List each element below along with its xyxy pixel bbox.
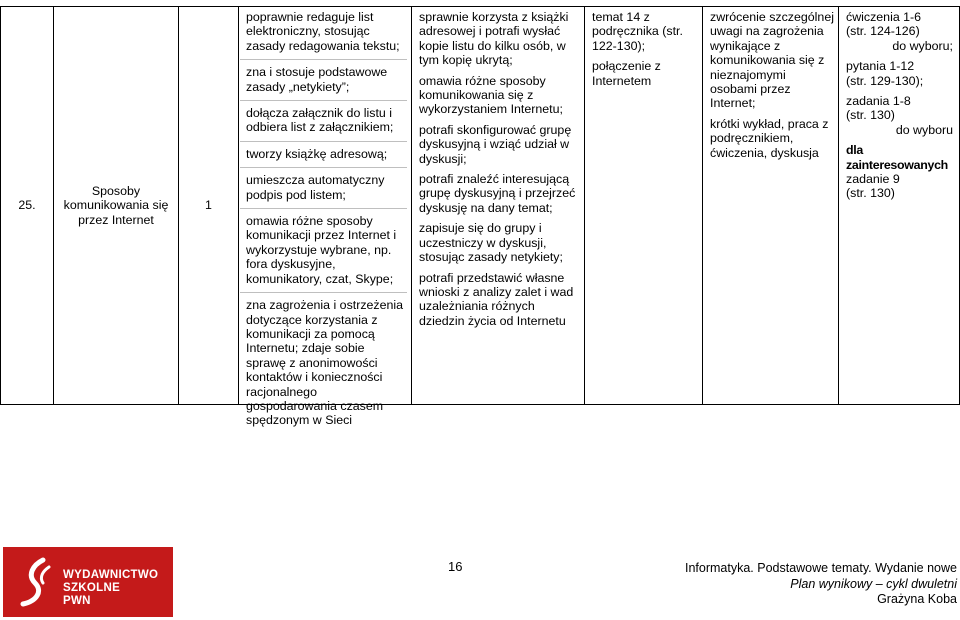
basic-req-item: dołącza załącznik do listu i odbiera list z załącznikiem;: [246, 106, 394, 135]
exercise-group: [846, 10, 953, 53]
remarks-list: [710, 10, 834, 166]
cell-remarks: [702, 6, 838, 405]
cell-resources: [584, 6, 702, 405]
exercise-line: (str. 129-130);: [846, 73, 924, 88]
divider: [240, 208, 407, 209]
extended-req-item: potrafi skonfigurować grupę dyskusyjną i wziąć udział w dyskusji;: [419, 122, 572, 166]
page-number: 16: [448, 559, 463, 574]
footer-info: [685, 561, 957, 608]
resource-item: połączenie z Internetem: [592, 59, 661, 88]
logo-line: WYDAWNICTWO: [63, 569, 159, 581]
resource-item: temat 14 z podręcznika (str. 122-130);: [592, 10, 683, 53]
publisher-logo: [3, 547, 173, 617]
divider: [240, 167, 407, 168]
exercise-line: do wyboru: [895, 122, 953, 137]
lesson-number: 25.: [18, 198, 36, 213]
cell-topic: [53, 6, 178, 405]
extended-req-item: potrafi znaleźć interesującą grupę dyskusyjną i przejrzeć dyskusję na dany temat;: [419, 172, 576, 215]
footer-line: Informatyka. Podstawowe tematy. Wydanie nowe: [684, 561, 957, 575]
cell-lp: [0, 6, 53, 405]
extended-req-item: potrafi przedstawić własne wnioski z analizy zalet i wad uzależniania różnych dziedzin życia od Internetu: [419, 270, 574, 328]
exercise-line: zainteresowanych: [846, 157, 948, 172]
extended-req-item: zapisuje się do grupy i uczestniczy w dyskusji, stosując zasady netykiety;: [419, 221, 563, 265]
cell-basic-requirements: [238, 6, 411, 428]
exercise-line: do wyboru;: [892, 38, 953, 53]
footer-line: Plan wynikowy – cykl dwuletni: [790, 576, 957, 591]
exercise-line: zadanie 9: [846, 172, 900, 187]
divider: [240, 292, 407, 293]
exercise-line: zadania 1-8: [846, 94, 911, 109]
exercise-group: [846, 143, 953, 201]
basic-req-item: omawia różne sposoby komunikacji przez Internet i wykorzystuje wybrane, np. fora dyskusyjne, komunikatory, czat, Skype;: [246, 214, 397, 286]
exercise-line: pytania 1-12: [846, 59, 915, 74]
basic-requirements-list: [246, 10, 407, 434]
logo-line: SZKOLNE: [63, 582, 121, 594]
cell-exercises: [838, 6, 960, 405]
exercise-line: dla: [846, 143, 864, 158]
resources-list: [592, 10, 698, 94]
pwn-mark-icon: [13, 557, 57, 607]
cell-extended-requirements: [411, 6, 584, 405]
extended-req-item: sprawnie korzysta z książki adresowej i potrafi wysłać kopie listu do kilku osób, w tym kopię ukrytą;: [419, 10, 569, 68]
exercise-group: [846, 59, 953, 88]
remark-item: krótki wykład, praca z podręcznikiem, ćwiczenia, dyskusja: [710, 116, 829, 160]
basic-req-item: poprawnie redaguje list elektroniczny, stosując zasady redagowania tekstu;: [246, 10, 400, 53]
footer-line: Grażyna Koba: [877, 592, 957, 606]
extended-requirements-list: [419, 10, 580, 334]
divider: [240, 100, 407, 101]
hours-count: 1: [205, 198, 212, 213]
exercise-line: (str. 124-126): [846, 24, 920, 39]
extended-req-item: omawia różne sposoby komunikowania się z wykorzystaniem Internetu;: [419, 73, 563, 117]
basic-req-item: tworzy książkę adresową;: [246, 146, 388, 161]
logo-text: [63, 569, 158, 608]
divider: [240, 59, 407, 60]
exercise-line: (str. 130): [846, 186, 895, 201]
lesson-topic: Sposoby komunikowania się przez Internet: [63, 183, 169, 227]
cell-hours: [178, 6, 238, 405]
exercise-line: (str. 130): [846, 108, 895, 123]
basic-req-item: zna zagrożenia i ostrzeżenia dotyczące korzystania z komunikacji za pomocą Internetu; zdaje sobie sprawę z anonimowości kontaktów i konieczności racjonalnego gospodarowania czasem spędzonym w Sieci: [246, 298, 404, 428]
remark-item: zwrócenie szczególnej uwagi na zagrożenia wynikające z komunikowania się z nieznajomymi osobami przez Internet;: [710, 10, 834, 111]
exercises-list: [846, 10, 953, 201]
exercise-group: [846, 94, 953, 137]
basic-req-item: umieszcza automatyczny podpis pod listem;: [246, 173, 385, 202]
basic-req-item: zna i stosuje podstawowe zasady „netykiety”;: [246, 65, 388, 94]
exercise-line: ćwiczenia 1-6: [846, 10, 922, 24]
divider: [240, 141, 407, 142]
plan-table: [0, 6, 960, 428]
logo-line: PWN: [63, 595, 91, 607]
